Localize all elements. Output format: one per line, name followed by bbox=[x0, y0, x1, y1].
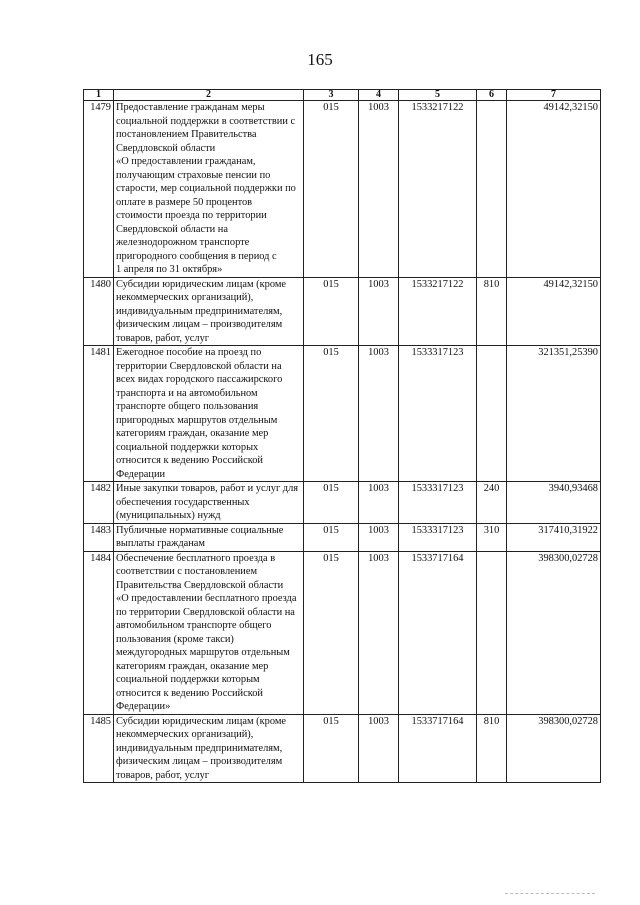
row-number: 1480 bbox=[84, 277, 114, 346]
row-number: 1482 bbox=[84, 482, 114, 524]
target-code: 1533217122 bbox=[399, 101, 477, 278]
row-name: Ежегодное пособие на проезд по территории Свердловской области на всех видах городского пассажирского транспорта и на автомобильном транспорте общего пользования пригородных маршрутов отдельным категориям граждан, оказание мер социальной поддержки которых относится к ведению Российской Федерации bbox=[114, 346, 304, 482]
amount: 317410,31922 bbox=[507, 523, 601, 551]
target-code: 1533317123 bbox=[399, 482, 477, 524]
col-header: 6 bbox=[477, 90, 507, 101]
section-code: 1003 bbox=[359, 482, 399, 524]
ministry-code: 015 bbox=[304, 101, 359, 278]
amount: 321351,25390 bbox=[507, 346, 601, 482]
col-header: 5 bbox=[399, 90, 477, 101]
section-code: 1003 bbox=[359, 346, 399, 482]
expense-type-code bbox=[477, 346, 507, 482]
table-row bbox=[84, 551, 601, 714]
col-header: 4 bbox=[359, 90, 399, 101]
header-row bbox=[84, 90, 601, 101]
row-number: 1479 bbox=[84, 101, 114, 278]
section-code: 1003 bbox=[359, 101, 399, 278]
section-code: 1003 bbox=[359, 551, 399, 714]
col-header: 7 bbox=[507, 90, 601, 101]
row-name: Публичные нормативные социальные выплаты гражданам bbox=[114, 523, 304, 551]
budget-table bbox=[83, 89, 601, 783]
row-number: 1484 bbox=[84, 551, 114, 714]
section-code: 1003 bbox=[359, 523, 399, 551]
ministry-code: 015 bbox=[304, 551, 359, 714]
target-code: 1533217122 bbox=[399, 277, 477, 346]
col-header: 3 bbox=[304, 90, 359, 101]
table-row bbox=[84, 346, 601, 482]
section-code: 1003 bbox=[359, 277, 399, 346]
ministry-code: 015 bbox=[304, 714, 359, 783]
table-row bbox=[84, 714, 601, 783]
expense-type-code bbox=[477, 101, 507, 278]
col-header: 1 bbox=[84, 90, 114, 101]
target-code: 1533317123 bbox=[399, 346, 477, 482]
expense-type-code bbox=[477, 551, 507, 714]
row-number: 1481 bbox=[84, 346, 114, 482]
section-code: 1003 bbox=[359, 714, 399, 783]
table-row bbox=[84, 101, 601, 278]
row-number: 1485 bbox=[84, 714, 114, 783]
amount: 398300,02728 bbox=[507, 551, 601, 714]
amount: 49142,32150 bbox=[507, 101, 601, 278]
row-name: Субсидии юридическим лицам (кроме некоммерческих организаций), индивидуальным предпринимателям, физическим лицам – производителям товаров, работ, услуг bbox=[114, 714, 304, 783]
row-name: Предоставление гражданам меры социальной поддержки в соответствии с постановлением Правительства Свердловской области «О предоставлении гражданам, получающим страховые пенсии по старости, мер социальной поддержки по оплате в размере 50 процентов стоимости проезда по территории Свердловской области на железнодорожном транспорте пригородного сообщения в период с 1 апреля по 31 октября» bbox=[114, 101, 304, 278]
target-code: 1533717164 bbox=[399, 714, 477, 783]
ministry-code: 015 bbox=[304, 482, 359, 524]
amount: 3940,93468 bbox=[507, 482, 601, 524]
expense-type-code: 240 bbox=[477, 482, 507, 524]
amount: 49142,32150 bbox=[507, 277, 601, 346]
target-code: 1533717164 bbox=[399, 551, 477, 714]
col-header: 2 bbox=[114, 90, 304, 101]
table-row bbox=[84, 482, 601, 524]
scan-artifact-line bbox=[505, 893, 595, 894]
expense-type-code: 810 bbox=[477, 714, 507, 783]
row-name: Субсидии юридическим лицам (кроме некоммерческих организаций), индивидуальным предпринимателям, физическим лицам – производителям товаров, работ, услуг bbox=[114, 277, 304, 346]
row-name: Иные закупки товаров, работ и услуг для обеспечения государственных (муниципальных) нужд bbox=[114, 482, 304, 524]
table-row bbox=[84, 523, 601, 551]
ministry-code: 015 bbox=[304, 277, 359, 346]
page-number: 165 bbox=[307, 50, 333, 69]
amount: 398300,02728 bbox=[507, 714, 601, 783]
expense-type-code: 310 bbox=[477, 523, 507, 551]
row-number: 1483 bbox=[84, 523, 114, 551]
expense-type-code: 810 bbox=[477, 277, 507, 346]
row-name: Обеспечение бесплатного проезда в соответствии с постановлением Правительства Свердловской области «О предоставлении бесплатного проезда по территории Свердловской области на автомобильном транспорте общего пользования (кроме такси) междугородных маршрутов отдельным категориям граждан, оказание мер социальной поддержки которым относится к ведению Российской Федерации» bbox=[114, 551, 304, 714]
table-row bbox=[84, 277, 601, 346]
ministry-code: 015 bbox=[304, 523, 359, 551]
target-code: 1533317123 bbox=[399, 523, 477, 551]
ministry-code: 015 bbox=[304, 346, 359, 482]
